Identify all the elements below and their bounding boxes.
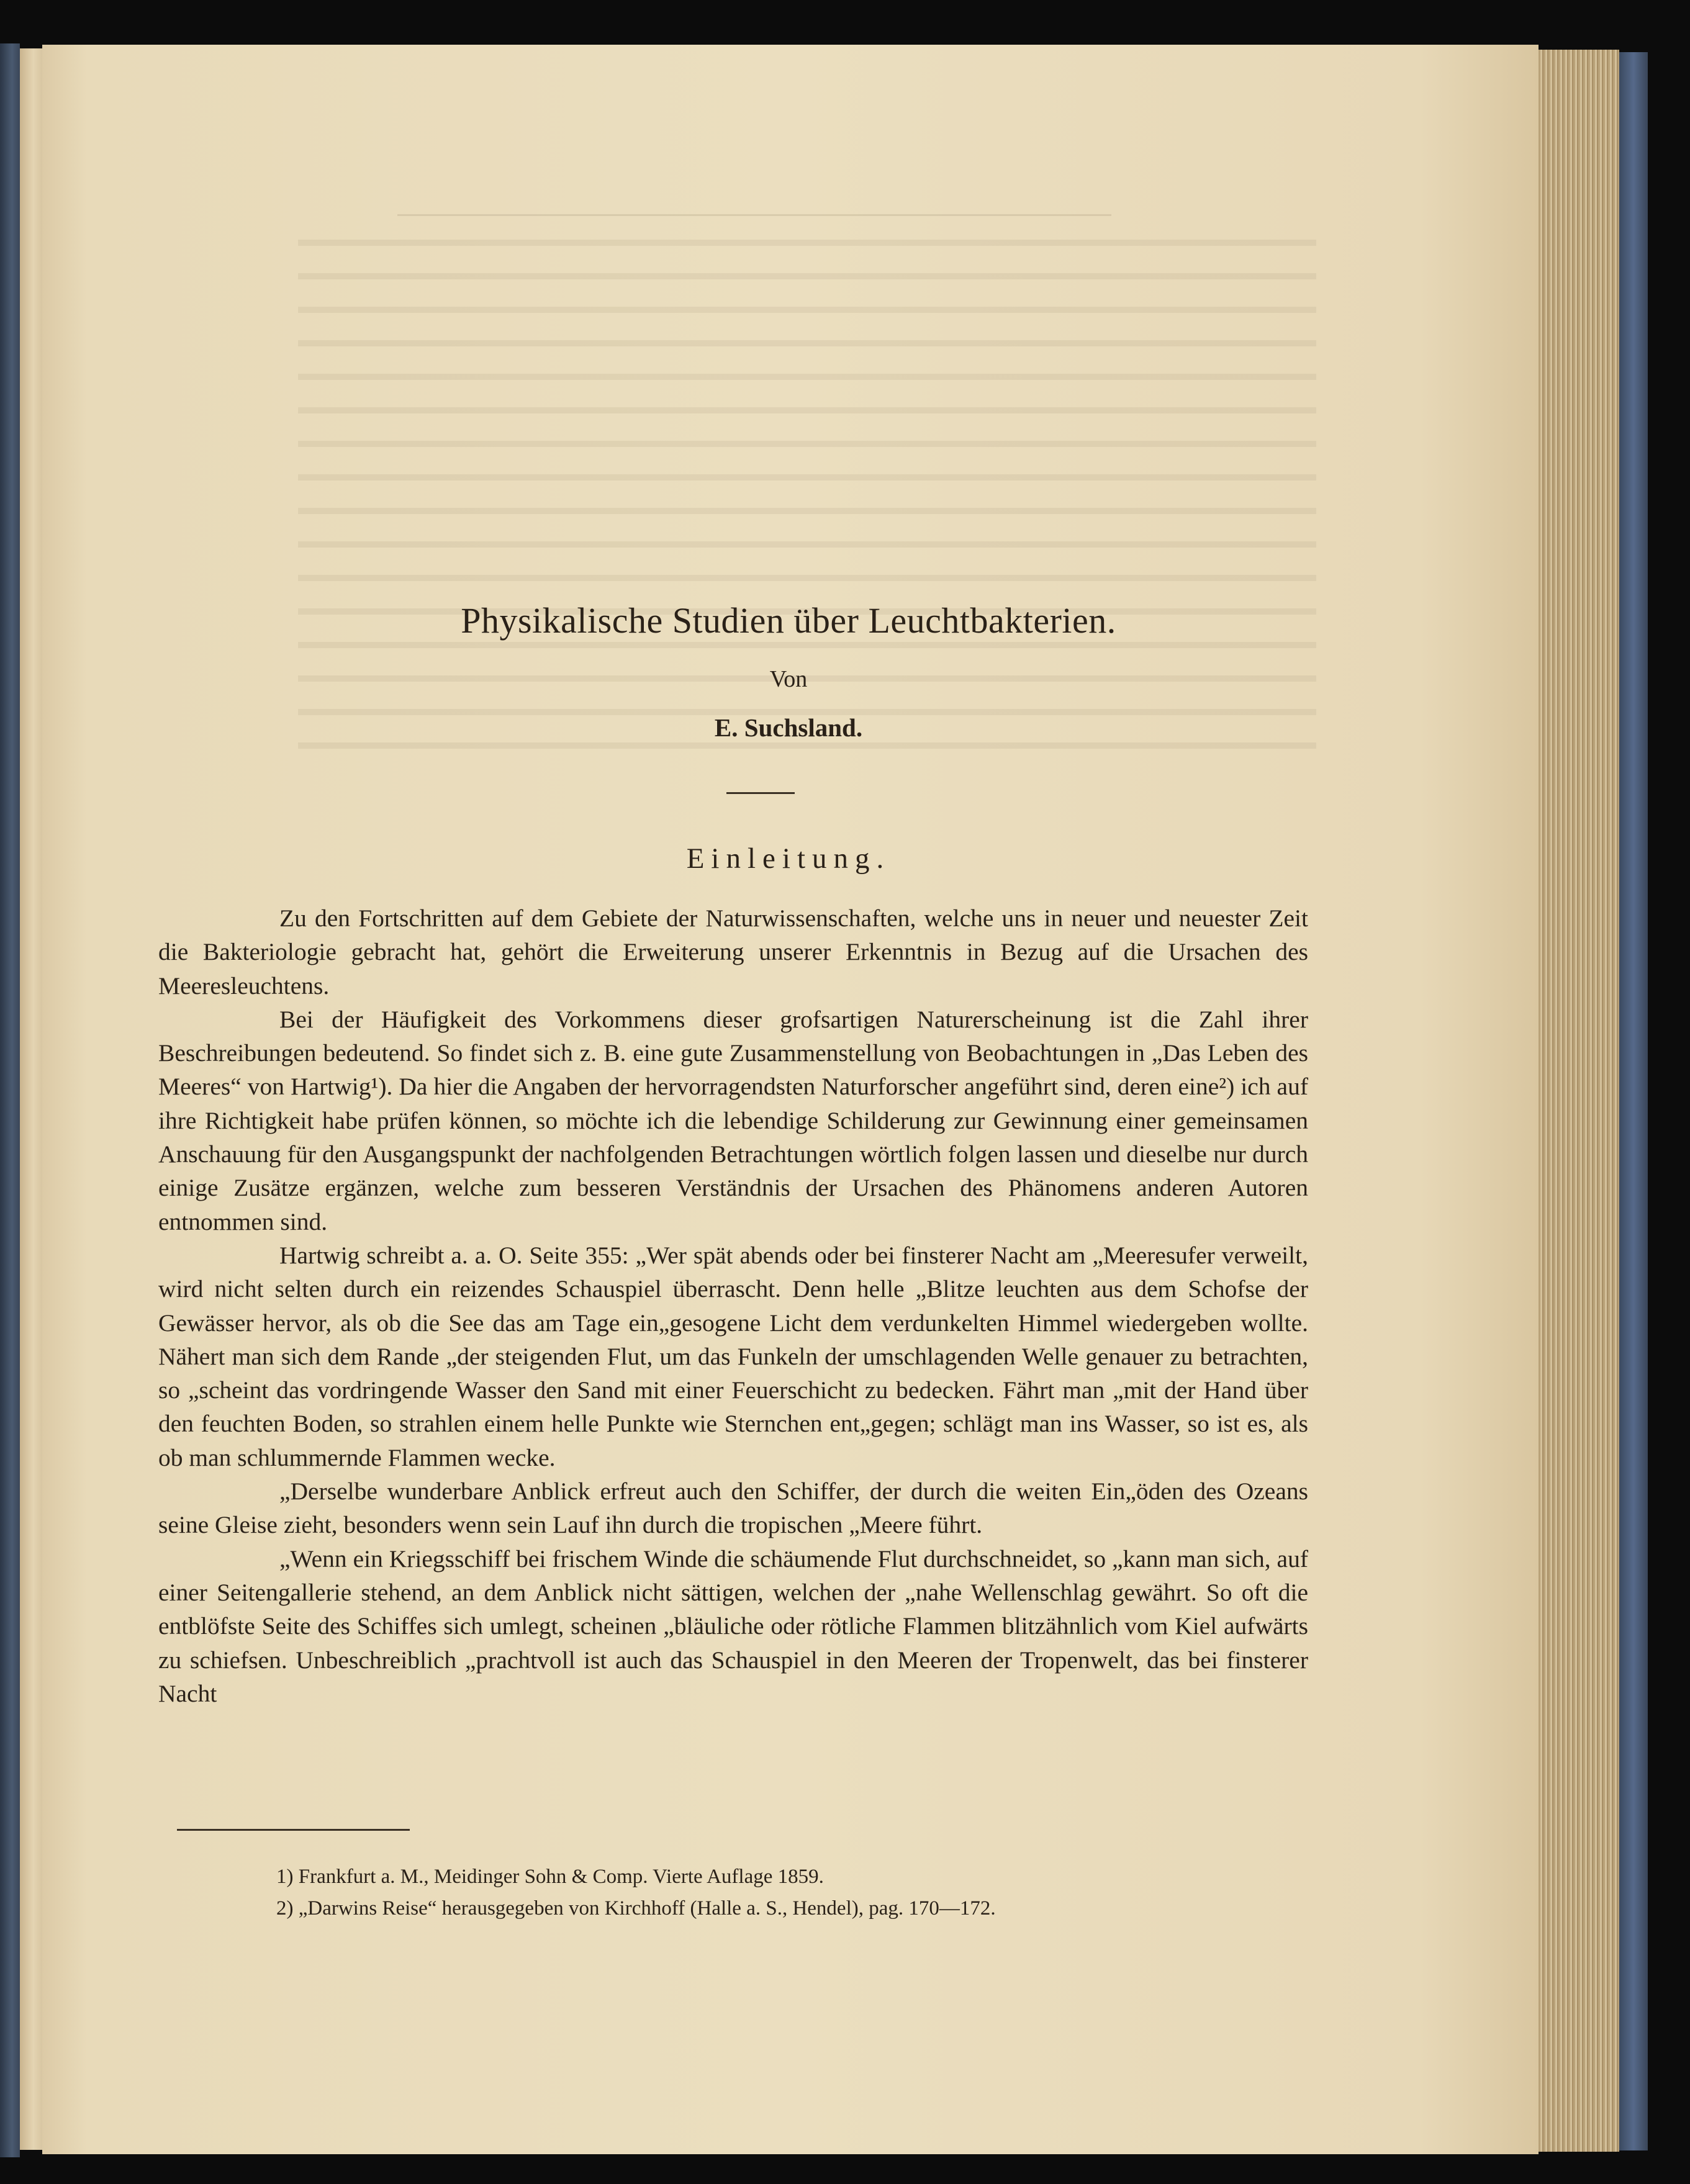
footnote-rule	[177, 1829, 410, 1831]
section-heading: Einleitung.	[686, 842, 891, 875]
book-cover-right	[1619, 52, 1648, 2150]
footnote: 2) „Darwins Reise“ herausgegeben von Kirchhoff (Halle a. S., Hendel), pag. 170—172.	[276, 1897, 996, 1920]
article-title: Physikalische Studien über Leuchtbakterien.	[461, 600, 1116, 641]
page-block-edges	[1539, 50, 1619, 2152]
paragraph: Zu den Fortschritten auf dem Gebiete der Naturwissenschaften, welche uns in neuer und neuester Zeit die Bakteriologie gebracht hat, gehört die Erweiterung unserer Erkenntnis in Bezug auf die Ursachen des Meeresleuchtens.	[158, 905, 1308, 999]
book-spine-left	[0, 43, 20, 2157]
footnote: 1) Frankfurt a. M., Meidinger Sohn & Comp. Vierte Auflage 1859.	[276, 1866, 824, 1888]
paragraph: Hartwig schreibt a. a. O. Seite 355: „Wer spät abends oder bei finsterer Nacht am „Meeresufer verweilt, wird nicht selten durch ein reizendes Schauspiel überrascht. Denn helle „Blitze leuchten aus dem Schofse der Gewässer hervor, als ob die See das am Tage ein„gesogene Licht dem verdunkelten Himmel wiedergeben wollte. Nähert man sich dem Rande „der steigenden Flut, um das Funkeln der umschlagenden Welle genauer zu betrachten, so „scheint das vordringende Wasser den Sand mit einer Feuerschicht zu bedecken. Fährt man „mit der Hand über den feuchten Boden, so strahlen einem helle Punkte wie Sternchen ent„gegen; schlägt man ins Wasser, so ist es, als ob man schlummernde Flammen wecke.	[158, 1241, 1308, 1471]
paragraph: „Derselbe wunderbare Anblick erfreut auch den Schiffer, der durch die weiten Ein„öden des Ozeans seine Gleise zieht, besonders wenn sein Lauf ihn durch die tropischen „Meere führt.	[158, 1478, 1308, 1539]
facing-page-edge	[20, 48, 42, 2150]
author-name: E. Suchsland.	[714, 713, 863, 742]
title-separator	[726, 792, 795, 794]
paragraph: „Wenn ein Kriegsschiff bei frischem Winde die schäumende Flut durchschneidet, so „kann man sich, auf einer Seitengallerie stehend, an dem Anblick nicht sättigen, welchen der „nahe Wellenschlag gewährt. So oft die entblöfste Seite des Schiffes sich umlegt, scheinen „bläuliche oder rötliche Flammen blitzähnlich vom Kiel aufwärts zu schiefsen. Unbeschreiblich „prachtvoll ist auch das Schauspiel in den Meeren der Tropenwelt, das bei finsterer Nacht	[158, 1545, 1308, 1707]
footnotes	[276, 1861, 1332, 1925]
paragraph: Bei der Häufigkeit des Vorkommens dieser grofsartigen Naturerscheinung ist die Zahl ihrer Beschreibungen bedeutend. So findet sich z. B. eine gute Zusammenstellung von Beobachtungen in „Das Leben des Meeres“ von Hartwig¹). Da hier die Angaben der hervorragendsten Naturforscher angeführt sind, deren eine²) ich auf ihre Richtigkeit habe prüfen können, so möchte ich die lebendige Schilderung zur Gewinnung einer gemeinsamen Anschauung für den Ausgangspunkt der nachfolgenden Betrachtungen wörtlich folgen lassen und dieselbe nur durch einige Zusätze ergänzen, welche zum besseren Verständnis der Ursachen des Phänomens anderen Autoren entnommen sind.	[158, 1005, 1308, 1235]
byline-prefix: Von	[769, 666, 808, 692]
bleed-through-rule	[397, 214, 1111, 216]
body-text	[158, 901, 1308, 1710]
